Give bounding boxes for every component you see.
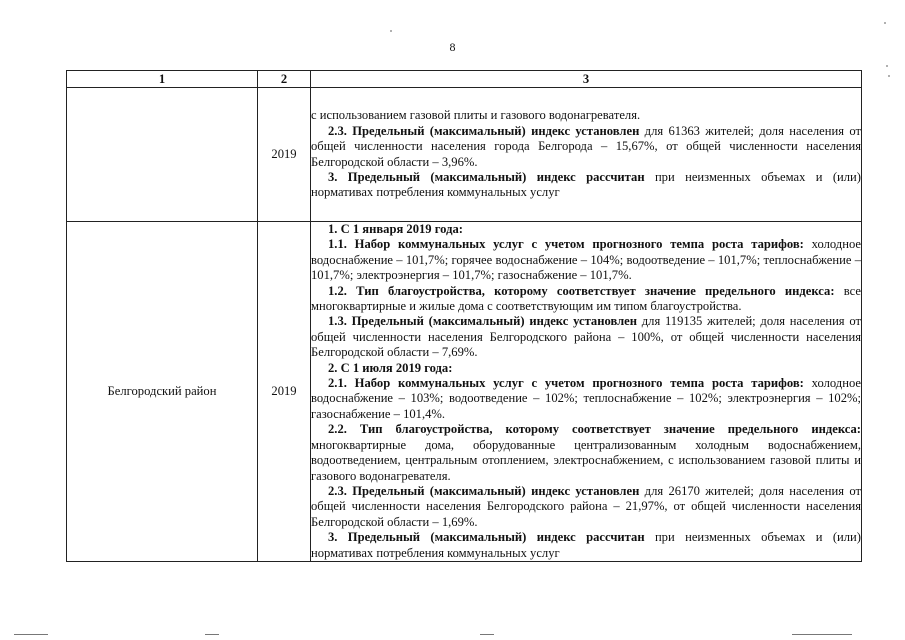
paragraph-text: для 61363 жителей; доля населения от общей численности населения города Белгорода – 15,67%, от общей численности населения Белгородской области – 3,96%. — [311, 123, 861, 169]
header-col-2: 2 — [258, 71, 311, 88]
table-row — [67, 222, 862, 562]
paragraph — [311, 530, 861, 561]
bold-lead: 2.2. Тип благоустройства, которому соответствует значение предельного индекса: — [328, 422, 861, 437]
scan-bottom-edge — [0, 632, 905, 640]
paragraph — [311, 484, 861, 530]
description-cell — [311, 222, 862, 562]
bold-lead: 1.3. Предельный (максимальный) индекс установлен — [328, 314, 637, 329]
bold-lead: 1.1. Набор коммунальных услуг с учетом прогнозного темпа роста тарифов: — [328, 237, 804, 252]
bold-lead: 2.3. Предельный (максимальный) индекс установлен — [328, 123, 640, 138]
year-cell: 2019 — [258, 222, 311, 562]
bold-lead: 2.1. Набор коммунальных услуг с учетом прогнозного темпа роста тарифов: — [328, 376, 804, 391]
paragraph — [311, 284, 861, 315]
header-col-1: 1 — [67, 71, 258, 88]
paragraph-text: холодное водоснабжение – 103%; водоотведение – 102%; теплоснабжение – 102%; электроэнергия – 102%; газоснабжение – 101,4%. — [311, 376, 861, 421]
scan-artifact — [205, 634, 219, 635]
paragraph-text: при неизменных объемах и (или) нормативах потребления коммунальных услуг — [311, 169, 861, 200]
header-row — [67, 71, 862, 88]
bold-lead: 1.2. Тип благоустройства, которому соответствует значение предельного индекса: — [328, 283, 835, 298]
heading-text: 1. С 1 января 2019 года: — [328, 222, 463, 236]
paragraph-text: все многоквартирные и жилые дома с соответствующим им типом благоустройства. — [311, 283, 861, 314]
paragraph — [311, 422, 861, 484]
scan-artifact — [14, 634, 48, 635]
paragraph-text: многоквартирные дома, оборудованные централизованным холодным водоснабжением, водоотведением, центральным отоплением, электроснабжением, с использованием газовой плиты и газового водонагревателя. — [311, 437, 861, 483]
bold-lead: 3. Предельный (максимальный) индекс рассчитан — [328, 530, 645, 545]
paragraph-text: холодное водоснабжение – 101,7%; горячее водоснабжение – 104%; водоотведение – 101,7%; теплоснабжение – 101,7%; электроэнергия – 101,7%; газоснабжение – 101,7%. — [311, 237, 861, 283]
region-cell: Белгородский район — [67, 222, 258, 562]
header-col-3: 3 — [311, 71, 862, 88]
year-cell: 2019 — [258, 88, 311, 222]
description-cell — [311, 88, 862, 222]
paragraph — [311, 124, 861, 170]
table-row — [67, 88, 862, 222]
data-table — [66, 70, 862, 562]
scan-artifact — [792, 634, 852, 635]
bold-lead: 3. Предельный (максимальный) индекс рассчитан — [328, 169, 645, 184]
region-cell — [67, 88, 258, 222]
paragraph — [311, 314, 861, 360]
paragraph-text: для 26170 жителей; доля населения от общей численности населения Белгородского района – 21,97%, от общей численности населения Белгородской области – 1,69%. — [311, 483, 861, 529]
section-heading — [311, 361, 861, 376]
page-number: 8 — [449, 40, 456, 54]
scan-artifact — [480, 634, 494, 635]
scan-speck — [886, 65, 888, 67]
scan-speck — [884, 22, 886, 24]
paragraph-text: при неизменных объемах и (или) нормативах потребления коммунальных услуг — [311, 530, 861, 560]
section-heading — [311, 222, 861, 237]
paragraph — [311, 237, 861, 283]
paragraph — [311, 376, 861, 422]
heading-text: 2. С 1 июля 2019 года: — [328, 360, 453, 375]
scan-speck — [390, 30, 392, 32]
paragraph-text: для 119135 жителей; доля населения от общей численности населения Белгородского района – 100%, от общей численности населения Белгородской области – 7,69%. — [311, 314, 861, 360]
paragraph: с использованием газовой плиты и газового водонагревателя. — [311, 108, 641, 123]
scan-speck — [888, 75, 890, 77]
bold-lead: 2.3. Предельный (максимальный) индекс установлен — [328, 483, 640, 498]
paragraph — [311, 170, 861, 201]
